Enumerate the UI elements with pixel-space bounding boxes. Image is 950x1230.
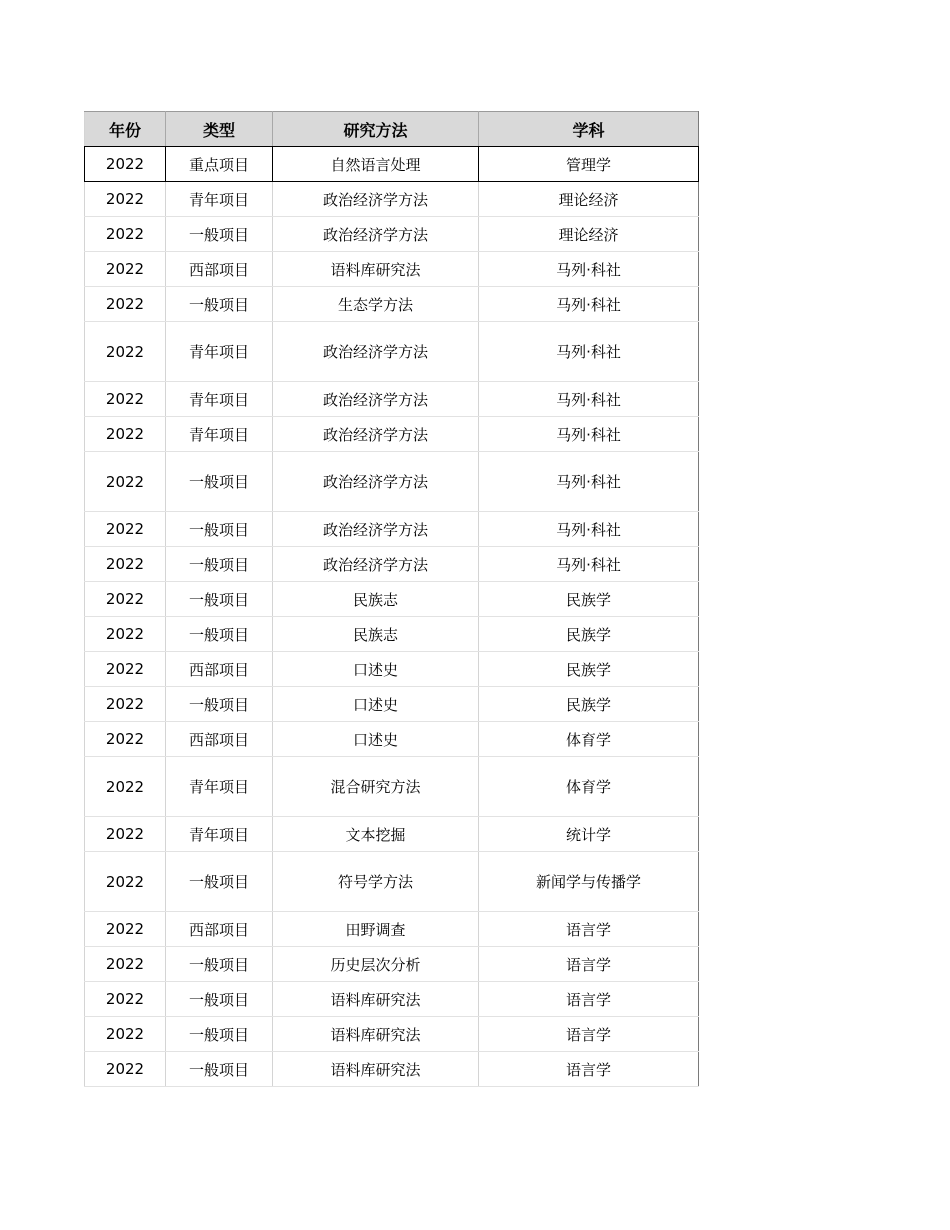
cell-type[interactable]: 西部项目 [166, 652, 273, 687]
cell-method[interactable]: 政治经济学方法 [273, 322, 479, 382]
cell-year[interactable]: 2022 [85, 147, 166, 182]
cell-year[interactable]: 2022 [85, 382, 166, 417]
cell-type[interactable]: 青年项目 [166, 817, 273, 852]
cell-subject[interactable]: 体育学 [479, 722, 699, 757]
cell-subject[interactable]: 马列·科社 [479, 322, 699, 382]
cell-subject[interactable]: 马列·科社 [479, 452, 699, 512]
table-row [85, 182, 699, 217]
cell-subject[interactable]: 语言学 [479, 947, 699, 982]
cell-year[interactable]: 2022 [85, 617, 166, 652]
table-row [85, 652, 699, 687]
cell-type[interactable]: 西部项目 [166, 722, 273, 757]
cell-method[interactable]: 口述史 [273, 722, 479, 757]
table-row [85, 582, 699, 617]
table-row [85, 287, 699, 322]
cell-type[interactable]: 一般项目 [166, 687, 273, 722]
cell-type[interactable]: 青年项目 [166, 382, 273, 417]
cell-type[interactable]: 一般项目 [166, 547, 273, 582]
cell-subject[interactable]: 民族学 [479, 617, 699, 652]
cell-year[interactable]: 2022 [85, 512, 166, 547]
table-row [85, 512, 699, 547]
cell-method[interactable]: 语料库研究法 [273, 1017, 479, 1052]
header-method[interactable]: 研究方法 [273, 112, 479, 147]
cell-type[interactable]: 青年项目 [166, 417, 273, 452]
cell-method[interactable]: 政治经济学方法 [273, 452, 479, 512]
cell-year[interactable]: 2022 [85, 217, 166, 252]
cell-type[interactable]: 一般项目 [166, 852, 273, 912]
cell-subject[interactable]: 马列·科社 [479, 417, 699, 452]
cell-method[interactable]: 语料库研究法 [273, 252, 479, 287]
cell-subject[interactable]: 语言学 [479, 1052, 699, 1087]
header-year[interactable]: 年份 [85, 112, 166, 147]
cell-year[interactable]: 2022 [85, 687, 166, 722]
table-row [85, 1052, 699, 1087]
cell-type[interactable]: 一般项目 [166, 512, 273, 547]
cell-subject[interactable]: 马列·科社 [479, 382, 699, 417]
cell-type[interactable]: 一般项目 [166, 947, 273, 982]
cell-method[interactable]: 历史层次分析 [273, 947, 479, 982]
cell-type[interactable]: 西部项目 [166, 252, 273, 287]
cell-method[interactable]: 政治经济学方法 [273, 182, 479, 217]
table-row [85, 912, 699, 947]
cell-type[interactable]: 青年项目 [166, 182, 273, 217]
data-table [84, 111, 699, 1087]
cell-subject[interactable]: 语言学 [479, 912, 699, 947]
table-row [85, 947, 699, 982]
table-row [85, 382, 699, 417]
cell-type[interactable]: 一般项目 [166, 217, 273, 252]
cell-subject[interactable]: 马列·科社 [479, 287, 699, 322]
cell-year[interactable]: 2022 [85, 252, 166, 287]
cell-subject[interactable]: 理论经济 [479, 182, 699, 217]
cell-year[interactable]: 2022 [85, 652, 166, 687]
cell-year[interactable]: 2022 [85, 182, 166, 217]
cell-subject[interactable]: 语言学 [479, 1017, 699, 1052]
table-row [85, 417, 699, 452]
table-row [85, 147, 699, 182]
cell-year[interactable]: 2022 [85, 322, 166, 382]
cell-year[interactable]: 2022 [85, 547, 166, 582]
header-type[interactable]: 类型 [166, 112, 273, 147]
cell-type[interactable]: 一般项目 [166, 582, 273, 617]
cell-method[interactable]: 符号学方法 [273, 852, 479, 912]
cell-method[interactable]: 自然语言处理 [273, 147, 479, 182]
cell-year[interactable]: 2022 [85, 582, 166, 617]
cell-year[interactable]: 2022 [85, 757, 166, 817]
cell-method[interactable]: 政治经济学方法 [273, 217, 479, 252]
cell-method[interactable]: 政治经济学方法 [273, 382, 479, 417]
cell-type[interactable]: 青年项目 [166, 757, 273, 817]
cell-type[interactable]: 一般项目 [166, 982, 273, 1017]
cell-year[interactable]: 2022 [85, 287, 166, 322]
cell-method[interactable]: 政治经济学方法 [273, 417, 479, 452]
cell-method[interactable]: 混合研究方法 [273, 757, 479, 817]
cell-year[interactable]: 2022 [85, 1017, 166, 1052]
table-row [85, 322, 699, 382]
cell-year[interactable]: 2022 [85, 947, 166, 982]
cell-subject[interactable]: 民族学 [479, 687, 699, 722]
cell-type[interactable]: 重点项目 [166, 147, 273, 182]
table-row [85, 722, 699, 757]
cell-method[interactable]: 语料库研究法 [273, 1052, 479, 1087]
cell-method[interactable]: 田野调查 [273, 912, 479, 947]
cell-year[interactable]: 2022 [85, 452, 166, 512]
cell-subject[interactable]: 民族学 [479, 582, 699, 617]
cell-subject[interactable]: 体育学 [479, 757, 699, 817]
cell-subject[interactable]: 民族学 [479, 652, 699, 687]
cell-subject[interactable]: 理论经济 [479, 217, 699, 252]
cell-type[interactable]: 一般项目 [166, 617, 273, 652]
cell-method[interactable]: 口述史 [273, 687, 479, 722]
table-row [85, 617, 699, 652]
table-row [85, 817, 699, 852]
cell-year[interactable]: 2022 [85, 852, 166, 912]
table-row [85, 547, 699, 582]
table-body [85, 147, 699, 1087]
cell-subject[interactable]: 马列·科社 [479, 252, 699, 287]
table-row [85, 687, 699, 722]
cell-type[interactable]: 一般项目 [166, 1052, 273, 1087]
table-row [85, 982, 699, 1017]
cell-subject[interactable]: 马列·科社 [479, 512, 699, 547]
cell-method[interactable]: 民族志 [273, 617, 479, 652]
cell-subject[interactable]: 马列·科社 [479, 547, 699, 582]
table-row [85, 217, 699, 252]
cell-year[interactable]: 2022 [85, 912, 166, 947]
cell-year[interactable]: 2022 [85, 417, 166, 452]
cell-type[interactable]: 青年项目 [166, 322, 273, 382]
cell-subject[interactable]: 语言学 [479, 982, 699, 1017]
cell-subject[interactable]: 管理学 [479, 147, 699, 182]
cell-method[interactable]: 政治经济学方法 [273, 547, 479, 582]
cell-type[interactable]: 一般项目 [166, 1017, 273, 1052]
table-row [85, 1017, 699, 1052]
cell-year[interactable]: 2022 [85, 1052, 166, 1087]
table-row [85, 252, 699, 287]
cell-method[interactable]: 民族志 [273, 582, 479, 617]
header-subject[interactable]: 学科 [479, 112, 699, 147]
cell-method[interactable]: 语料库研究法 [273, 982, 479, 1017]
cell-type[interactable]: 西部项目 [166, 912, 273, 947]
cell-year[interactable]: 2022 [85, 982, 166, 1017]
cell-method[interactable]: 政治经济学方法 [273, 512, 479, 547]
cell-year[interactable]: 2022 [85, 722, 166, 757]
table-row [85, 452, 699, 512]
cell-method[interactable]: 口述史 [273, 652, 479, 687]
cell-method[interactable]: 文本挖掘 [273, 817, 479, 852]
table-row [85, 852, 699, 912]
cell-year[interactable]: 2022 [85, 817, 166, 852]
cell-type[interactable]: 一般项目 [166, 452, 273, 512]
cell-type[interactable]: 一般项目 [166, 287, 273, 322]
cell-method[interactable]: 生态学方法 [273, 287, 479, 322]
header-row [85, 112, 699, 147]
table-row [85, 757, 699, 817]
cell-subject[interactable]: 统计学 [479, 817, 699, 852]
cell-subject[interactable]: 新闻学与传播学 [479, 852, 699, 912]
